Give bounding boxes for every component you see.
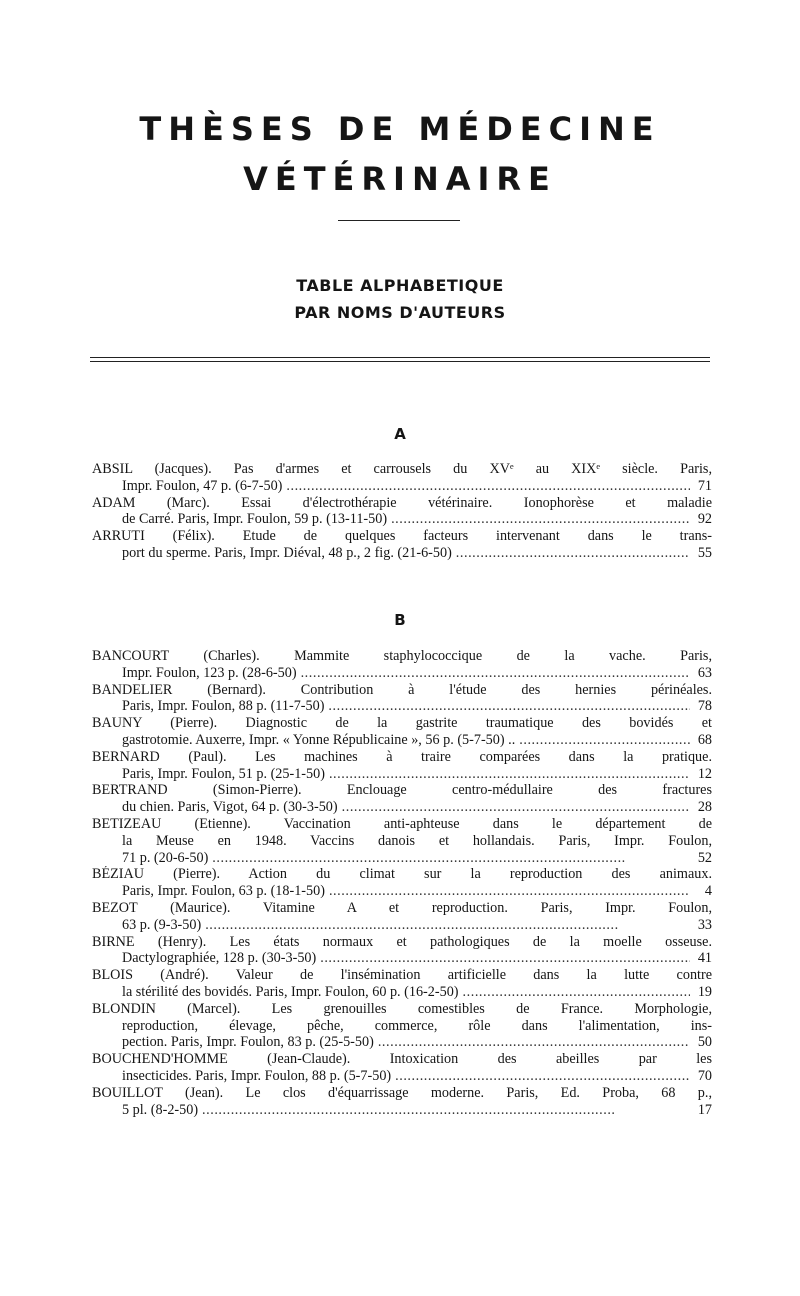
entry-line [92, 1051, 712, 1068]
index-entry [92, 967, 712, 1001]
entry-text: de Carré. Paris, Impr. Foulon, 59 p. (13-11-50) [122, 511, 388, 528]
entry-text: reproduction, élevage, pêche, commerce, rôle dans l'alimentation, ins- [122, 1017, 712, 1034]
title-divider [338, 220, 460, 221]
dot-leader [320, 950, 690, 967]
page-title-line-2: VÉTÉRINAIRE [243, 160, 557, 198]
dot-leader [202, 1102, 690, 1119]
entry-text: BIRNE (Henry). Les états normaux et pathologiques de la moelle osseuse. [92, 933, 712, 950]
index-entry [92, 1001, 712, 1051]
entry-text: BOUCHEND'HOMME (Jean-Claude). Intoxication des abeilles par les [92, 1051, 712, 1068]
double-divider [90, 357, 710, 362]
entry-text: Impr. Foulon, 47 p. (6-7-50) [122, 477, 283, 494]
entry-last-line [92, 850, 712, 867]
index-entry [92, 900, 712, 934]
entry-text: BOUILLOT (Jean). Le clos d'équarrissage moderne. Paris, Ed. Proba, 68 p., [92, 1084, 712, 1101]
entry-text: BEZOT (Maurice). Vitamine A et reproduction. Paris, Impr. Foulon, [92, 899, 712, 916]
entry-last-line [92, 732, 712, 749]
entry-line [92, 1085, 712, 1102]
entry-line [92, 461, 712, 478]
entry-text: pection. Paris, Impr. Foulon, 83 p. (25-5-50) [122, 1034, 374, 1051]
entry-text: BETIZEAU (Etienne). Vaccination anti-aphteuse dans le département de [92, 815, 712, 832]
page-number: 63 [697, 664, 712, 681]
entry-text: ADAM (Marc). Essai d'électrothérapie vétérinaire. Ionophorèse et maladie [92, 494, 712, 511]
dot-leader [342, 799, 690, 816]
index-entry [92, 782, 712, 816]
section-a-entries [92, 461, 712, 562]
entry-line [92, 934, 712, 951]
entry-text: BERTRAND (Simon-Pierre). Enclouage centro-médullaire des fractures [92, 782, 712, 799]
dot-leader [463, 984, 690, 1001]
entry-last-line [92, 1068, 712, 1085]
page-number: 70 [697, 1067, 712, 1084]
dot-leader [519, 732, 690, 749]
entry-text: BANDELIER (Bernard). Contribution à l'étude des hernies périnéales. [92, 681, 712, 698]
index-entry [92, 1085, 712, 1119]
entry-text: la stérilité des bovidés. Paris, Impr. Foulon, 60 p. (16-2-50) [122, 983, 459, 1000]
dot-leader [329, 766, 690, 783]
entry-last-line [92, 545, 712, 562]
section-letter-a: A [394, 425, 406, 443]
dot-leader [212, 850, 690, 867]
index-entry [92, 866, 712, 900]
entry-last-line [92, 883, 712, 900]
entry-text: Impr. Foulon, 123 p. (28-6-50) [122, 664, 297, 681]
entry-text: gastrotomie. Auxerre, Impr. « Yonne Républicaine », 56 p. (5-7-50) .. [122, 731, 516, 748]
entry-last-line [92, 766, 712, 783]
entry-line [92, 900, 712, 917]
entry-text: BERNARD (Paul). Les machines à traire comparées dans la pratique. [92, 748, 712, 765]
dot-leader [329, 883, 690, 900]
entry-text: 71 p. (20-6-50) [122, 849, 209, 866]
entry-line [92, 682, 712, 699]
page-number: 92 [697, 511, 712, 528]
entry-text: insecticides. Paris, Impr. Foulon, 88 p. (5-7-50) [122, 1067, 392, 1084]
entry-last-line [92, 799, 712, 816]
entry-text: Paris, Impr. Foulon, 51 p. (25-1-50) [122, 765, 325, 782]
entry-last-line [92, 984, 712, 1001]
entry-text: ARRUTI (Félix). Etude de quelques facteurs intervenant dans le trans- [92, 528, 712, 545]
page-number: 55 [697, 544, 712, 561]
index-entry [92, 461, 712, 495]
entry-text: Dactylographiée, 128 p. (30-3-50) [122, 950, 317, 967]
entry-line [92, 1018, 712, 1035]
entry-text: BÉZIAU (Pierre). Action du climat sur la reproduction des animaux. [92, 866, 712, 883]
dot-leader [456, 545, 690, 562]
entry-line [92, 749, 712, 766]
entry-last-line [92, 478, 712, 495]
section-letter-b: B [394, 611, 406, 629]
index-entry [92, 749, 712, 783]
index-entry [92, 816, 712, 866]
page-number: 17 [697, 1101, 712, 1118]
index-entry [92, 934, 712, 968]
entry-text: BLOIS (André). Valeur de l'insémination artificielle dans la lutte contre [92, 967, 712, 984]
dot-leader [395, 1068, 690, 1085]
entry-text: BLONDIN (Marcel). Les grenouilles comestibles de France. Morphologie, [92, 1000, 712, 1017]
entry-text: BANCOURT (Charles). Mammite staphylococcique de la vache. Paris, [92, 648, 712, 664]
page-number: 71 [697, 477, 712, 494]
entry-line [92, 715, 712, 732]
entry-last-line [92, 950, 712, 967]
page-number: 4 [704, 883, 712, 900]
page-number: 68 [697, 731, 712, 748]
section-b-entries [92, 648, 712, 1118]
dot-leader [378, 1034, 690, 1051]
entry-last-line [92, 1102, 712, 1119]
entry-text: 63 p. (9-3-50) [122, 916, 202, 933]
entry-last-line [92, 1034, 712, 1051]
entry-line [92, 866, 712, 883]
page-number: 28 [697, 799, 712, 816]
entry-line [92, 1001, 712, 1018]
entry-line [92, 816, 712, 833]
dot-leader [301, 665, 690, 682]
index-entry [92, 528, 712, 562]
entry-text: du chien. Paris, Vigot, 64 p. (30-3-50) [122, 799, 338, 816]
index-entry [92, 682, 712, 716]
entry-text: port du sperme. Paris, Impr. Diéval, 48 p., 2 fig. (21-6-50) [122, 544, 452, 561]
entry-text: 5 pl. (8-2-50) [122, 1101, 199, 1118]
index-entry [92, 715, 712, 749]
dot-leader [391, 511, 690, 528]
page-number: 52 [697, 849, 712, 866]
entry-text: Paris, Impr. Foulon, 88 p. (11-7-50) [122, 698, 325, 715]
entry-last-line [92, 917, 712, 934]
page-number: 50 [697, 1034, 712, 1051]
entry-last-line [92, 665, 712, 682]
index-entry [92, 1051, 712, 1085]
page-number: 33 [697, 916, 712, 933]
entry-text: Paris, Impr. Foulon, 63 p. (18-1-50) [122, 883, 325, 900]
entry-line [92, 782, 712, 799]
dot-leader [286, 478, 690, 495]
subtitle-line-1: TABLE ALPHABETIQUE [296, 276, 504, 295]
page-number: 12 [697, 765, 712, 782]
index-entry [92, 648, 712, 682]
entry-line [92, 648, 712, 665]
subtitle-line-2: PAR NOMS D'AUTEURS [294, 303, 506, 322]
entry-text: BAUNY (Pierre). Diagnostic de la gastrite traumatique des bovidés et [92, 715, 712, 732]
entry-line [92, 528, 712, 545]
page-title-line-1: THÈSES DE MÉDECINE [139, 110, 661, 148]
entry-last-line [92, 698, 712, 715]
entry-line [92, 833, 712, 850]
index-entry [92, 495, 712, 529]
entry-last-line [92, 511, 712, 528]
entry-text: la Meuse en 1948. Vaccins danois et hollandais. Paris, Impr. Foulon, [122, 832, 712, 849]
entry-line [92, 967, 712, 984]
dot-leader [205, 917, 690, 934]
page-number: 41 [697, 950, 712, 967]
entry-line [92, 495, 712, 512]
page-number: 19 [697, 983, 712, 1000]
page-number: 78 [697, 698, 712, 715]
entry-text: ABSIL (Jacques). Pas d'armes et carrousels du XVᵉ au XIXᵉ siècle. Paris, [92, 461, 712, 477]
dot-leader [328, 698, 690, 715]
